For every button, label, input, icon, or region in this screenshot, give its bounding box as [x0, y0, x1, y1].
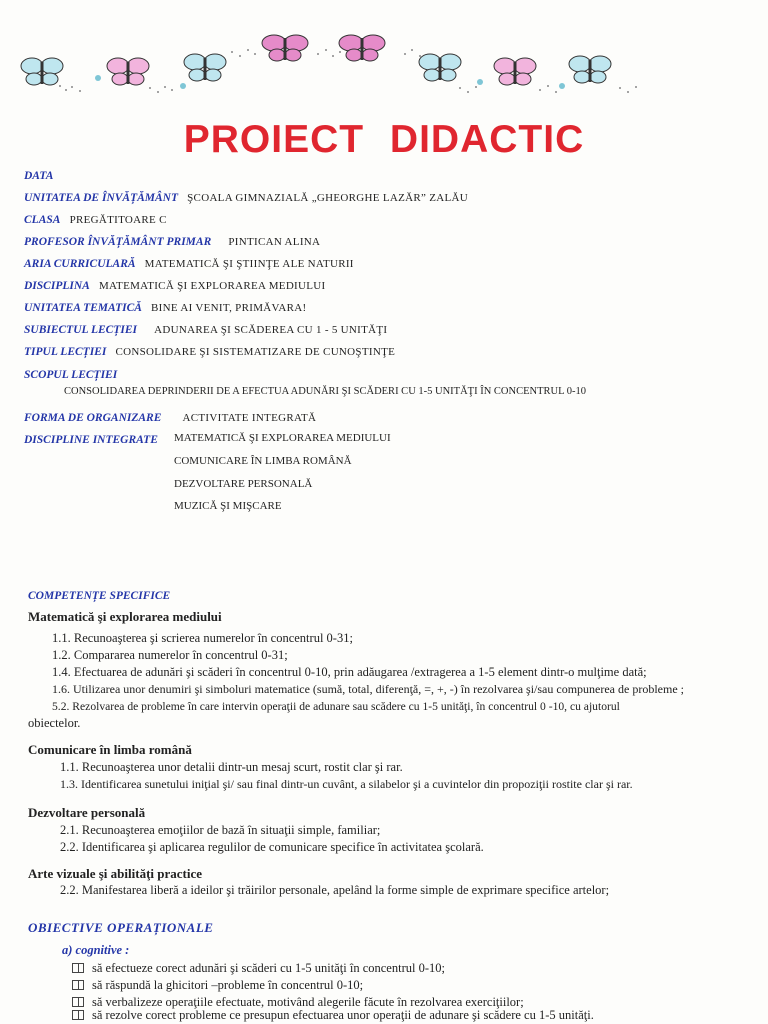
- book-icon: [72, 997, 84, 1007]
- field-label: UNITATEA TEMATICĂ: [24, 302, 142, 314]
- group-title: Dezvoltare personală: [28, 805, 146, 820]
- field-tipul: [24, 344, 395, 364]
- butterfly-icon: [21, 58, 63, 85]
- field-label: ARIA CURRICULARĂ: [24, 258, 136, 270]
- discipline-item: COMUNICARE ÎN LIMBA ROMÂNĂ: [174, 455, 352, 467]
- list-item-text: să efectueze corect adunări şi scăderi cu 1-5 unităţi în concentrul 0-10;: [92, 961, 445, 975]
- field-forma: [24, 410, 316, 430]
- field-label: DATA: [24, 170, 54, 182]
- field-clasa: [24, 212, 167, 232]
- field-value: PREGĂTITOARE C: [69, 214, 167, 226]
- field-label: CLASA: [24, 214, 61, 226]
- butterfly-icon: [569, 56, 611, 83]
- discipline-item: MUZICĂ ŞI MIŞCARE: [174, 500, 282, 512]
- list-item-text: să verbalizeze operaţiile efectuate, motivând alegerile făcute în rezolvarea exerciţiilor;: [92, 995, 524, 1009]
- book-icon: [72, 1010, 84, 1020]
- butterfly-icon: [419, 54, 461, 81]
- list-item: [72, 961, 445, 976]
- butterfly-icon: [184, 54, 226, 81]
- list-item: 5.2. Rezolvarea de probleme în care intervin operaţii de adunare sau scădere cu 1-5 unităţi, în concentrul 0 -10, cu ajutorul: [52, 700, 620, 713]
- list-item: 1.6. Utilizarea unor denumiri şi simboluri matematice (sumă, total, diferenţă, =, +, -) în rezolvarea şi/sau compunerea de probleme ;: [52, 682, 684, 696]
- butterfly-icon: [494, 58, 536, 85]
- field-label: DISCIPLINE INTEGRATE: [24, 434, 158, 446]
- field-profesor: [24, 234, 320, 254]
- discipline-item: DEZVOLTARE PERSONALĂ: [174, 478, 313, 490]
- butterfly-icon: [339, 35, 385, 61]
- list-item: 1.2. Compararea numerelor în concentrul 0-31;: [52, 648, 288, 662]
- field-unitatea: [24, 190, 468, 210]
- list-item: 2.2. Identificarea şi aplicarea regulilor de comunicare specifice în activitatea şcolară.: [60, 840, 484, 854]
- list-item: 2.1. Recunoaşterea emoţiilor de bază în situaţii simple, familiar;: [60, 823, 381, 837]
- field-label: TIPUL LECȚIEI: [24, 346, 107, 358]
- field-scopul: [24, 367, 123, 387]
- field-label: FORMA DE ORGANIZARE: [24, 412, 162, 424]
- field-data: [24, 168, 59, 188]
- field-label: PROFESOR ÎNVĂȚĂMÂNT PRIMAR: [24, 236, 212, 248]
- discipline-item: MATEMATICĂ ŞI EXPLORAREA MEDIULUI: [174, 432, 391, 444]
- field-unitatea-tematica: [24, 300, 306, 320]
- field-value: MATEMATICĂ ŞI ŞTIINŢE ALE NATURII: [144, 258, 354, 270]
- field-label: DISCIPLINA: [24, 280, 90, 292]
- page-title: PROIECT DIDACTIC: [183, 118, 585, 161]
- group-title: Arte vizuale şi abilităţi practice: [28, 866, 203, 881]
- list-item: 1.1. Recunoaşterea unor detalii dintr-un mesaj scurt, rostit clar şi rar.: [60, 760, 403, 774]
- field-value: ACTIVITATE INTEGRATĂ: [182, 412, 317, 424]
- obiective-heading: OBIECTIVE OPERAȚIONALE: [28, 920, 214, 935]
- field-value: ADUNAREA ŞI SCĂDEREA CU 1 - 5 UNITĂŢI: [154, 324, 388, 336]
- field-value: BINE AI VENIT, PRIMĂVARA!: [151, 302, 307, 314]
- field-disciplina: [24, 278, 326, 298]
- group-title: Matematică şi explorarea mediului: [28, 609, 222, 624]
- list-item: 1.4. Efectuarea de adunări şi scăderi în concentrul 0-10, prin adăugarea /extragerea a 1-5 element dintr-o mulţime dată;: [52, 665, 647, 679]
- field-subiectul: [24, 322, 387, 342]
- list-item-text: să rezolve corect probleme ce presupun efectuarea unor operaţii de adunare şi scădere cu 1-5 unităţi.: [92, 1008, 594, 1022]
- list-item: 1.3. Identificarea sunetului iniţial şi/ sau final dintr-un cuvânt, a silabelor şi a cuvintelor din propoziţii rostite clar şi rar.: [60, 777, 633, 791]
- book-icon: [72, 980, 84, 990]
- butterfly-border: [0, 30, 768, 100]
- field-label: UNITATEA DE ÎNVĂȚĂMÂNT: [24, 192, 179, 204]
- butterfly-icon: [107, 58, 149, 85]
- field-label: SUBIECTUL LECȚIEI: [24, 324, 138, 336]
- scop-text: CONSOLIDAREA DEPRINDERII DE A EFECTUA ADUNĂRI ŞI SCĂDERI CU 1-5 UNITĂŢI ÎN CONCENTRUL 0-10: [64, 386, 586, 397]
- obiective-subheading: a) cognitive :: [62, 943, 130, 957]
- list-item-text: să răspundă la ghicitori –probleme în concentrul 0-10;: [92, 978, 364, 992]
- group-title: Comunicare în limba română: [28, 742, 192, 757]
- list-item: obiectelor.: [28, 716, 81, 730]
- field-aria: [24, 256, 354, 276]
- list-item: 2.2. Manifestarea liberă a ideilor şi trăirilor personale, apelând la forme simple de exprimare specifice artelor;: [60, 883, 610, 897]
- field-value: ŞCOALA GIMNAZIALĂ „GHEORGHE LAZĂR” ZALĂU: [187, 192, 468, 204]
- list-item: [72, 1008, 594, 1023]
- field-discipline-integrate: [24, 432, 158, 452]
- field-value: PINTICAN ALINA: [228, 236, 321, 248]
- list-item: [72, 978, 363, 993]
- book-icon: [72, 963, 84, 973]
- butterfly-icon: [262, 35, 308, 61]
- field-value: CONSOLIDARE ŞI SISTEMATIZARE DE CUNOŞTINŢE: [115, 346, 396, 358]
- list-item: 1.1. Recunoaşterea şi scrierea numerelor în concentrul 0-31;: [52, 631, 353, 645]
- field-label: SCOPUL LECȚIEI: [24, 369, 118, 381]
- competente-heading: COMPETENȚE SPECIFICE: [28, 590, 171, 602]
- field-value: MATEMATICĂ ŞI EXPLORAREA MEDIULUI: [98, 280, 326, 292]
